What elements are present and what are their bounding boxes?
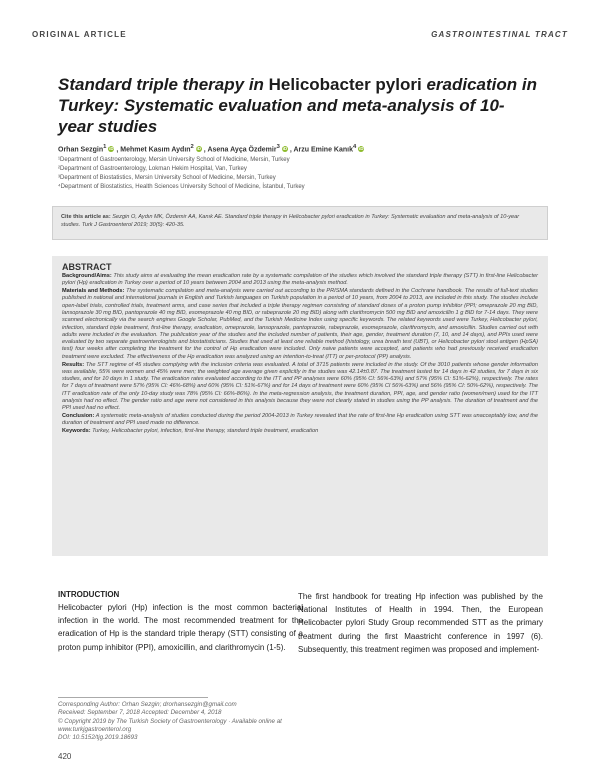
article-title bbox=[58, 74, 538, 137]
corresponding-author: Corresponding Author: Orhan Sezgin; drorhansezgin@gmail.com bbox=[58, 701, 237, 708]
abstract-heading: ABSTRACT bbox=[62, 262, 112, 272]
affiliation-item: ⁴Department of Biostatistics, Health Sciences University School of Medicine, İstanbul, Turkey bbox=[58, 184, 305, 190]
body-column-right bbox=[298, 590, 543, 656]
orcid-icon[interactable]: iD bbox=[282, 146, 288, 152]
introduction-paragraph: Helicobacter pylori (Hp) infection is the most common bacterial infection in the world. The most recommended treatment for the eradication of Hp is the standard triple therapy (STT) consisting of a proton pump inhibitor (PPI), amoxicillin, and clarithromycin (1-5). bbox=[58, 603, 303, 652]
abstract-section-text: A systematic meta-analysis of studies conducted during the period 2004-2013 in Turkey revealed that the rate of first-line Hp eradication using STT was unacceptably low, and the duration of treatment and PPI used made no difference. bbox=[62, 413, 538, 427]
introduction-heading: INTRODUCTION bbox=[58, 590, 120, 599]
abstract-section-text: The systematic compilation and meta-analysis were carried out according to the PRISMA standards defined in the Cochrane handbook. The results of full-text studies published in national and international journals in English and Turkish languages on Turkish population in a period of 10 years, from 2004 to 2013, are included in this study. The studies include open-label trials, controlled trials, treatment arms, and case series that included a triple therapy regimen consisting of standard doses of a proton pump inhibitor (PPI; omeprazole 20 mg BID, lansoprazole 30 mg BID, pantoprazole 40 mg BID, esomeprazole 40 mg BID, or rabeprazole 20 mg BID) along with clarithromycin 500 mg BID and amoxicillin 1 g BID for 7-14 days. They were scanned electronically via the search engines Google Scholar, PubMed, and the Turkish Medicine Index using specific keywords. The related keywords used were Turkey, Helicobacter pylori, infection, standard triple treatment, first-line therapy, eradication, omeprazole, lansoprazole, pantoprazole, rabeprazole, esomeprazole, clarithromycin, and amoxicillin. Studies carried out with adults were included in the evaluation. The publication year of the studies and the included number of patients, their age, gender, treatment duration (7, 10, and 14 days), and PPIs used were evaluated by two separate gastroenterologists and biostatisticians. Studies that used at least one reliable method (histology, urea breath test (UBT), or Helicobacter pylori stool antigen (HpSA) test) four weeks after completing the treatment for the control of Hp eradication were included. Only naive patients were accepted, and patients who had previously received eradication treatment were excluded. The effectiveness of the Hp eradication was analyzed using an intention-to-treat (ITT) or per-protocol (PP) analysis. bbox=[62, 288, 538, 360]
citation-text: Sezgin O, Aydın MK, Özdemir AA, Kanık AE. Standard triple therapy in Helicobacter pylori eradication in Turkey: Systematic evaluation and meta-analysis of 10-year studies. Turk J Gastroenterol 2019; 30(5): 420-35. bbox=[61, 214, 520, 228]
author-list: Orhan Sezgin$^1$ iD , Mehmet Kasım Aydın$^2$ iD , Asena Ayça Özdemir$^3$ iD , Arzu Emine Kanık$^4$ iD bbox=[58, 144, 364, 154]
abstract-keywords bbox=[62, 428, 538, 435]
footnotes bbox=[58, 701, 318, 742]
citation-box bbox=[52, 206, 548, 240]
introduction-paragraph-continued: The first handbook for treating Hp infection was published by the National Institutes of Health in 1994. Then, the European Helicobacter pylori Study Group recommended STT as the primary treatment during the first Maastricht conference in 1997 (6). Subsequently, this treatment regimen was proposed and implement- bbox=[298, 592, 543, 654]
abstract-section-label: Conclusion: bbox=[62, 413, 95, 420]
author-affil-sup: 1 bbox=[103, 144, 107, 150]
author-name: Asena Ayça Özdemir bbox=[207, 146, 277, 154]
author-affil-sup: 4 bbox=[352, 144, 357, 150]
abstract-background bbox=[62, 273, 538, 288]
affiliation-list bbox=[58, 156, 305, 192]
abstract-conclusion bbox=[62, 413, 538, 428]
title-part-1: Standard triple therapy in bbox=[58, 75, 269, 94]
title-part-3: eradication in Turkey: Systematic evaluation and meta-analysis of 10-year studies bbox=[58, 75, 537, 136]
copyright-notice: © Copyright 2019 by The Turkish Society of Gastroenterology · Available online at www.turkjgastroenterol.org bbox=[58, 717, 282, 733]
abstract-section-label: Results: bbox=[62, 361, 85, 368]
received-accepted-dates: Received: September 7, 2018 Accepted: December 4, 2018 bbox=[58, 709, 222, 717]
affiliation-item: ¹Department of Gastroenterology, Mersin University School of Medicine, Mersin, Turkey bbox=[58, 157, 290, 163]
abstract-section-label: Background/Aims: bbox=[62, 273, 112, 279]
author-name: Orhan Sezgin bbox=[58, 146, 104, 154]
abstract-box bbox=[52, 256, 548, 556]
abstract-methods bbox=[62, 288, 538, 361]
author-affil-sup: 3 bbox=[276, 144, 280, 150]
orcid-icon[interactable]: iD bbox=[358, 146, 364, 152]
title-part-2: Helicobacter pylori bbox=[268, 75, 422, 94]
author-name: Arzu Emine Kanık bbox=[293, 146, 353, 154]
orcid-icon[interactable]: iD bbox=[196, 146, 202, 152]
abstract-section-text: The STT regime of 45 studies complying with the inclusion criteria was evaluated. A total of 3715 patients were included in the study. Of the 3010 patients whose gender information was available, 55% were women and 45% were men; the weighted age average given explicitly in the studies was 42.14±0.87. The treatment lasted for 14 days in 42 studies, for 7 days in six studies, and for 10 days in 1 study. The eradication rates evaluated according to the ITT and PP analyses were 60% (95% CI: 56%-63%) and 57% (95% CI: 51%-62%), respectively. The rates for 7 days of treatment were 57% (95% CI: 46%-68%) and 60% (95% CI: 51%-67%) and for 14 days of treatment were 60% (95% CI 56%-63%) and 56% (95% CI: 50%-62%), respectively. The ITT eradication rate of the only 10-day study was 78% (95% CI: 66%-86%). In the meta-regression analysis, the treatment duration, PPI, age, and gender ratio (women/men) used for the ITT analysis had no effect. The gender ratio and age were not considered in this analysis because they were not clearly stated in studies using the PP analysis. The duration of treatment and the PPI used had no effect. bbox=[62, 361, 538, 412]
footnote-divider bbox=[58, 697, 208, 698]
author-affil-sup: 2 bbox=[190, 144, 194, 150]
page-number: 420 bbox=[58, 752, 72, 761]
affiliation-item: ³Department of Biostatistics, Mersin University School of Medicine, Mersin, Turkey bbox=[58, 175, 276, 181]
abstract-section-label: Materials and Methods: bbox=[62, 288, 125, 295]
orcid-icon[interactable]: iD bbox=[109, 146, 114, 152]
section-label: GASTROINTESTINAL TRACT bbox=[431, 30, 568, 39]
abstract-section-text: This study aims at evaluating the mean eradication rate by a systematic compilation of the studies which involved the standard triple therapy (STT) in first-line Helicobacter pylori (Hp) eradication in Turkey over a period of 10 years between 2004 and 2013 using the meta-analysis method. bbox=[62, 273, 538, 287]
abstract-section-text: Turkey, Helicobacter pylori, infection, first-line therapy, standard triple treatment, eradication bbox=[90, 428, 319, 435]
article-type-label: ORIGINAL ARTICLE bbox=[32, 30, 127, 39]
doi: DOI: 10.5152/tjg.2019.18693 bbox=[58, 734, 138, 742]
abstract-section-label: Keywords: bbox=[62, 428, 91, 435]
abstract-results bbox=[62, 362, 538, 413]
author-name: Mehmet Kasım Aydın bbox=[120, 146, 191, 154]
citation-label: Cite this article as: bbox=[61, 214, 111, 220]
body-column-left bbox=[58, 590, 303, 654]
affiliation-item: ²Department of Gastroenterology, Lokman Hekim Hospital, Van, Turkey bbox=[58, 166, 247, 172]
